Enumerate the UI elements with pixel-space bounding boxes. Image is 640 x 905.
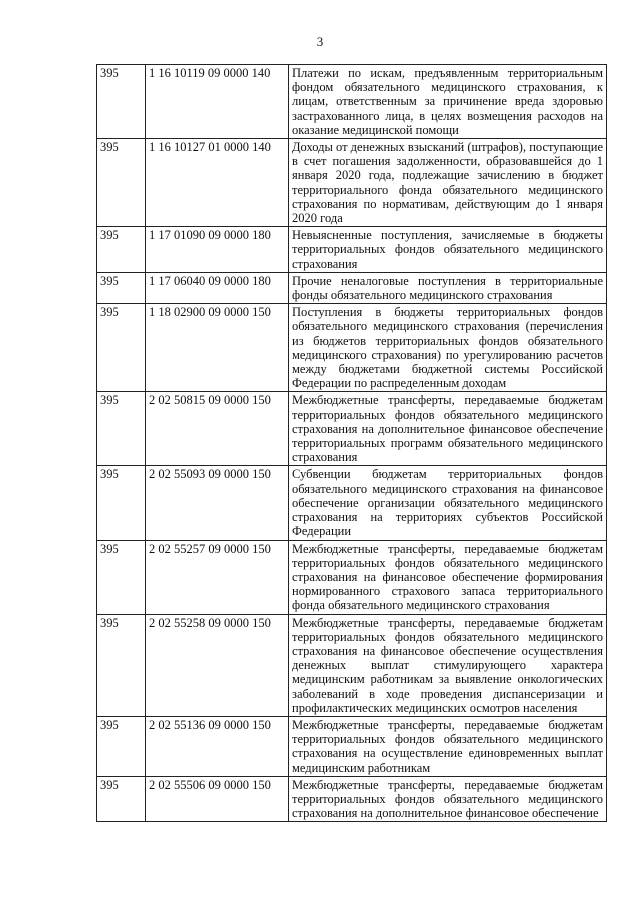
description-cell: Поступления в бюджеты территориальных фондов обязательного медицинского страхования (перечисления из бюджетов территориальных фондов обязательного медицинского страхования) по урегулированию расчетов между бюджетами бюджетной системы Российской Федерации по распределенным доходам <box>289 304 607 392</box>
budget-code-cell: 2 02 55506 09 0000 150 <box>146 776 289 822</box>
admin-code-cell: 395 <box>97 540 146 614</box>
table-row <box>97 614 607 716</box>
description-cell: Межбюджетные трансферты, передаваемые бюджетам территориальных фондов обязательного медицинского страхования на дополнительное финансовое обеспечение <box>289 776 607 822</box>
budget-code-cell: 2 02 55257 09 0000 150 <box>146 540 289 614</box>
admin-code-cell: 395 <box>97 614 146 716</box>
admin-code-cell: 395 <box>97 466 146 540</box>
budget-code-cell: 2 02 50815 09 0000 150 <box>146 392 289 466</box>
table-row <box>97 65 607 139</box>
table-row <box>97 776 607 822</box>
table-row <box>97 716 607 776</box>
description-cell: Межбюджетные трансферты, передаваемые бюджетам территориальных фондов обязательного медицинского страхования на осуществление единовременных выплат медицинским работникам <box>289 716 607 776</box>
table-row <box>97 227 607 273</box>
admin-code-cell: 395 <box>97 65 146 139</box>
admin-code-cell: 395 <box>97 227 146 273</box>
table-row <box>97 304 607 392</box>
admin-code-cell: 395 <box>97 139 146 227</box>
description-cell: Межбюджетные трансферты, передаваемые бюджетам территориальных фондов обязательного медицинского страхования на дополнительное финансовое обеспечение территориальных программ обязательного медицинского страхования <box>289 392 607 466</box>
description-cell: Межбюджетные трансферты, передаваемые бюджетам территориальных фондов обязательного медицинского страхования на финансовое обеспечение осуществления денежных выплат стимулирующего характера медицинским работникам за выявление онкологических заболеваний в ходе проведения диспансеризации и профилактических медицинских осмотров населения <box>289 614 607 716</box>
budget-code-cell: 1 17 06040 09 0000 180 <box>146 272 289 303</box>
admin-code-cell: 395 <box>97 304 146 392</box>
budget-code-cell: 2 02 55093 09 0000 150 <box>146 466 289 540</box>
budget-code-cell: 2 02 55136 09 0000 150 <box>146 716 289 776</box>
budget-code-cell: 1 16 10127 01 0000 140 <box>146 139 289 227</box>
table-row <box>97 272 607 303</box>
page-number: 3 <box>316 34 324 49</box>
table-row <box>97 392 607 466</box>
description-cell: Межбюджетные трансферты, передаваемые бюджетам территориальных фондов обязательного медицинского страхования на финансовое обеспечение формирования нормированного страхового запаса территориального фонда обязательного медицинского страхования <box>289 540 607 614</box>
table-row <box>97 139 607 227</box>
table-row <box>97 466 607 540</box>
admin-code-cell: 395 <box>97 392 146 466</box>
description-cell: Платежи по искам, предъявленным территориальным фондом обязательного медицинского страхования, к лицам, ответственным за причинение вреда здоровью застрахованного лица, в целях возмещения расходов на оказание медицинской помощи <box>289 65 607 139</box>
budget-code-cell: 1 17 01090 09 0000 180 <box>146 227 289 273</box>
budget-code-cell: 1 18 02900 09 0000 150 <box>146 304 289 392</box>
description-cell: Субвенции бюджетам территориальных фондов обязательного медицинского страхования на финансовое обеспечение организации обязательного медицинского страхования на территориях субъектов Российской Федерации <box>289 466 607 540</box>
description-cell: Невыясненные поступления, зачисляемые в бюджеты территориальных фондов обязательного медицинского страхования <box>289 227 607 273</box>
table-row <box>97 540 607 614</box>
admin-code-cell: 395 <box>97 776 146 822</box>
admin-code-cell: 395 <box>97 272 146 303</box>
budget-code-cell: 1 16 10119 09 0000 140 <box>146 65 289 139</box>
description-cell: Доходы от денежных взысканий (штрафов), поступающие в счет погашения задолженности, образовавшейся до 1 января 2020 года, подлежащие зачислению в бюджет территориального фонда обязательного медицинского страхования по нормативам, действующим до 1 января 2020 года <box>289 139 607 227</box>
admin-code-cell: 395 <box>97 716 146 776</box>
description-cell: Прочие неналоговые поступления в территориальные фонды обязательного медицинского страхования <box>289 272 607 303</box>
revenue-codes-table <box>96 64 607 822</box>
budget-code-cell: 2 02 55258 09 0000 150 <box>146 614 289 716</box>
